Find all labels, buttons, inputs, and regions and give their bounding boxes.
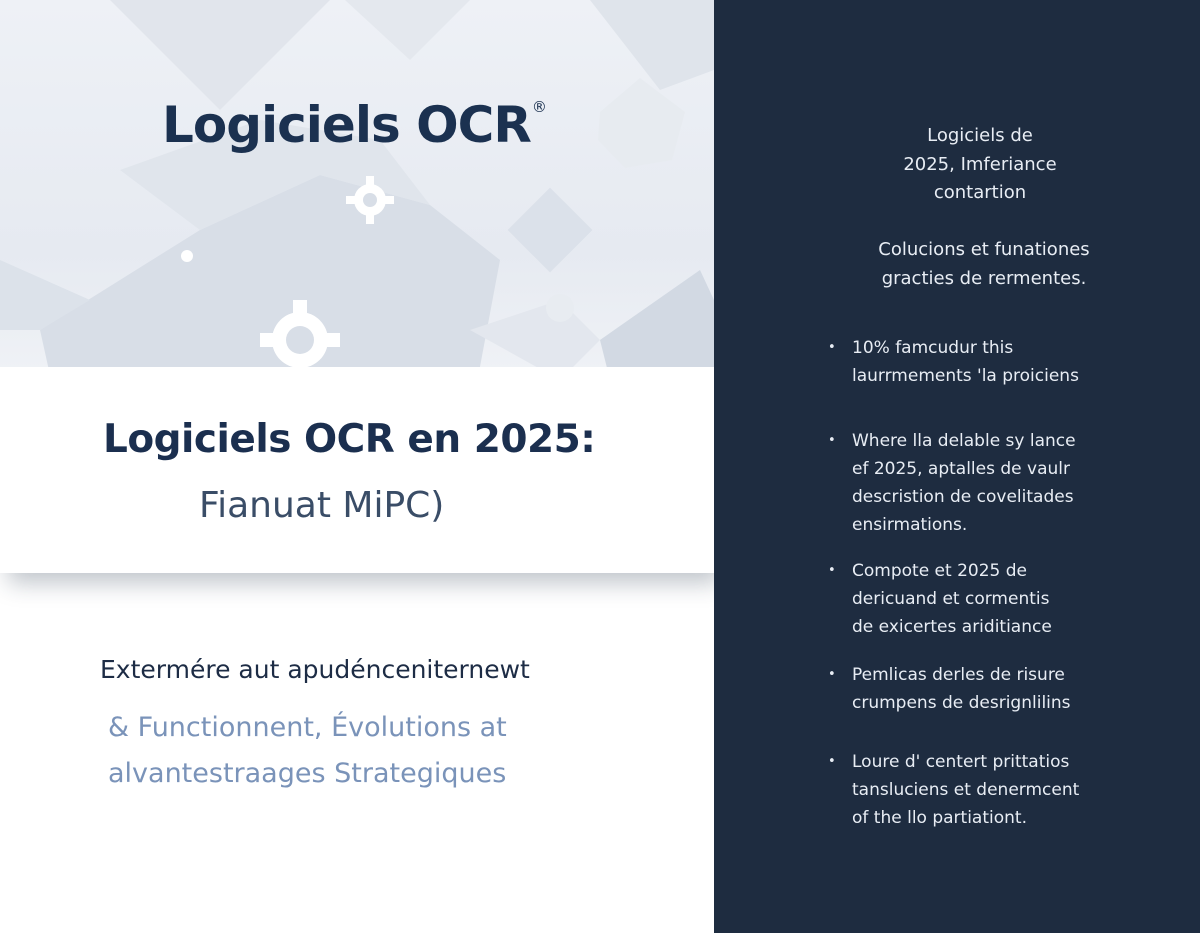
bullet-line: descristion de covelitades xyxy=(852,487,1074,507)
bullet-line: 10% famcudur this xyxy=(852,338,1014,358)
title-card xyxy=(0,367,714,573)
bullet-icon: • xyxy=(828,754,836,769)
intro-line: Logiciels de xyxy=(927,125,1033,146)
page-title: Logiciels OCR en 2025: xyxy=(103,417,596,462)
bullet-icon: • xyxy=(828,340,836,355)
bullet-line: Compote et 2025 de xyxy=(852,561,1027,581)
bullet-line: of the llo partiationt. xyxy=(852,808,1027,828)
accent-line-2: alvantestraages Strategiques xyxy=(108,758,507,789)
subtitle: Extermére aut apudénceniternewt xyxy=(100,655,530,684)
accent-text xyxy=(108,705,507,797)
intro-line: contartion xyxy=(933,182,1027,203)
bullet-icon: • xyxy=(828,563,836,578)
bullet-line: ef 2025, aptalles de vaulr xyxy=(852,459,1070,479)
bullet-line: de exicertes ariditiance xyxy=(852,617,1052,637)
bullet-line: Loure d' centert prittatios xyxy=(852,752,1070,772)
bullet-line: laurrmements 'la proiciens xyxy=(852,366,1079,386)
accent-line-1: & Functionnent, Évolutions at xyxy=(108,712,507,743)
tagline-line: gracties de rermentes. xyxy=(881,267,1087,289)
background-artwork xyxy=(0,0,714,420)
bullet-icon: • xyxy=(828,433,836,448)
tagline-line: Colucions et funationes xyxy=(878,239,1090,260)
sidebar-tagline xyxy=(824,236,1144,293)
brand-name: Logiciels OCR xyxy=(162,96,531,154)
registered-mark: ® xyxy=(531,98,546,116)
sidebar-panel xyxy=(714,0,1200,933)
bullet-line: Where lla delable sy lance xyxy=(852,431,1076,451)
bullet-icon: • xyxy=(828,667,836,682)
sidebar-intro xyxy=(870,122,1090,208)
geometric-shapes xyxy=(0,0,714,420)
bullet-line: crumpens de desrignlilins xyxy=(852,693,1071,713)
bullet-line: ensirmations. xyxy=(852,515,968,535)
bullet-line: tansluciens et denermcent xyxy=(852,780,1080,800)
brand-logo xyxy=(162,96,545,154)
bullet-line: Pemlicas derles de risure xyxy=(852,665,1065,685)
intro-line: 2025, Imferiance xyxy=(903,153,1057,175)
page-title-secondary: Fianuat MiPC) xyxy=(199,485,445,526)
bullet-line: dericuand et cormentis xyxy=(852,589,1050,609)
